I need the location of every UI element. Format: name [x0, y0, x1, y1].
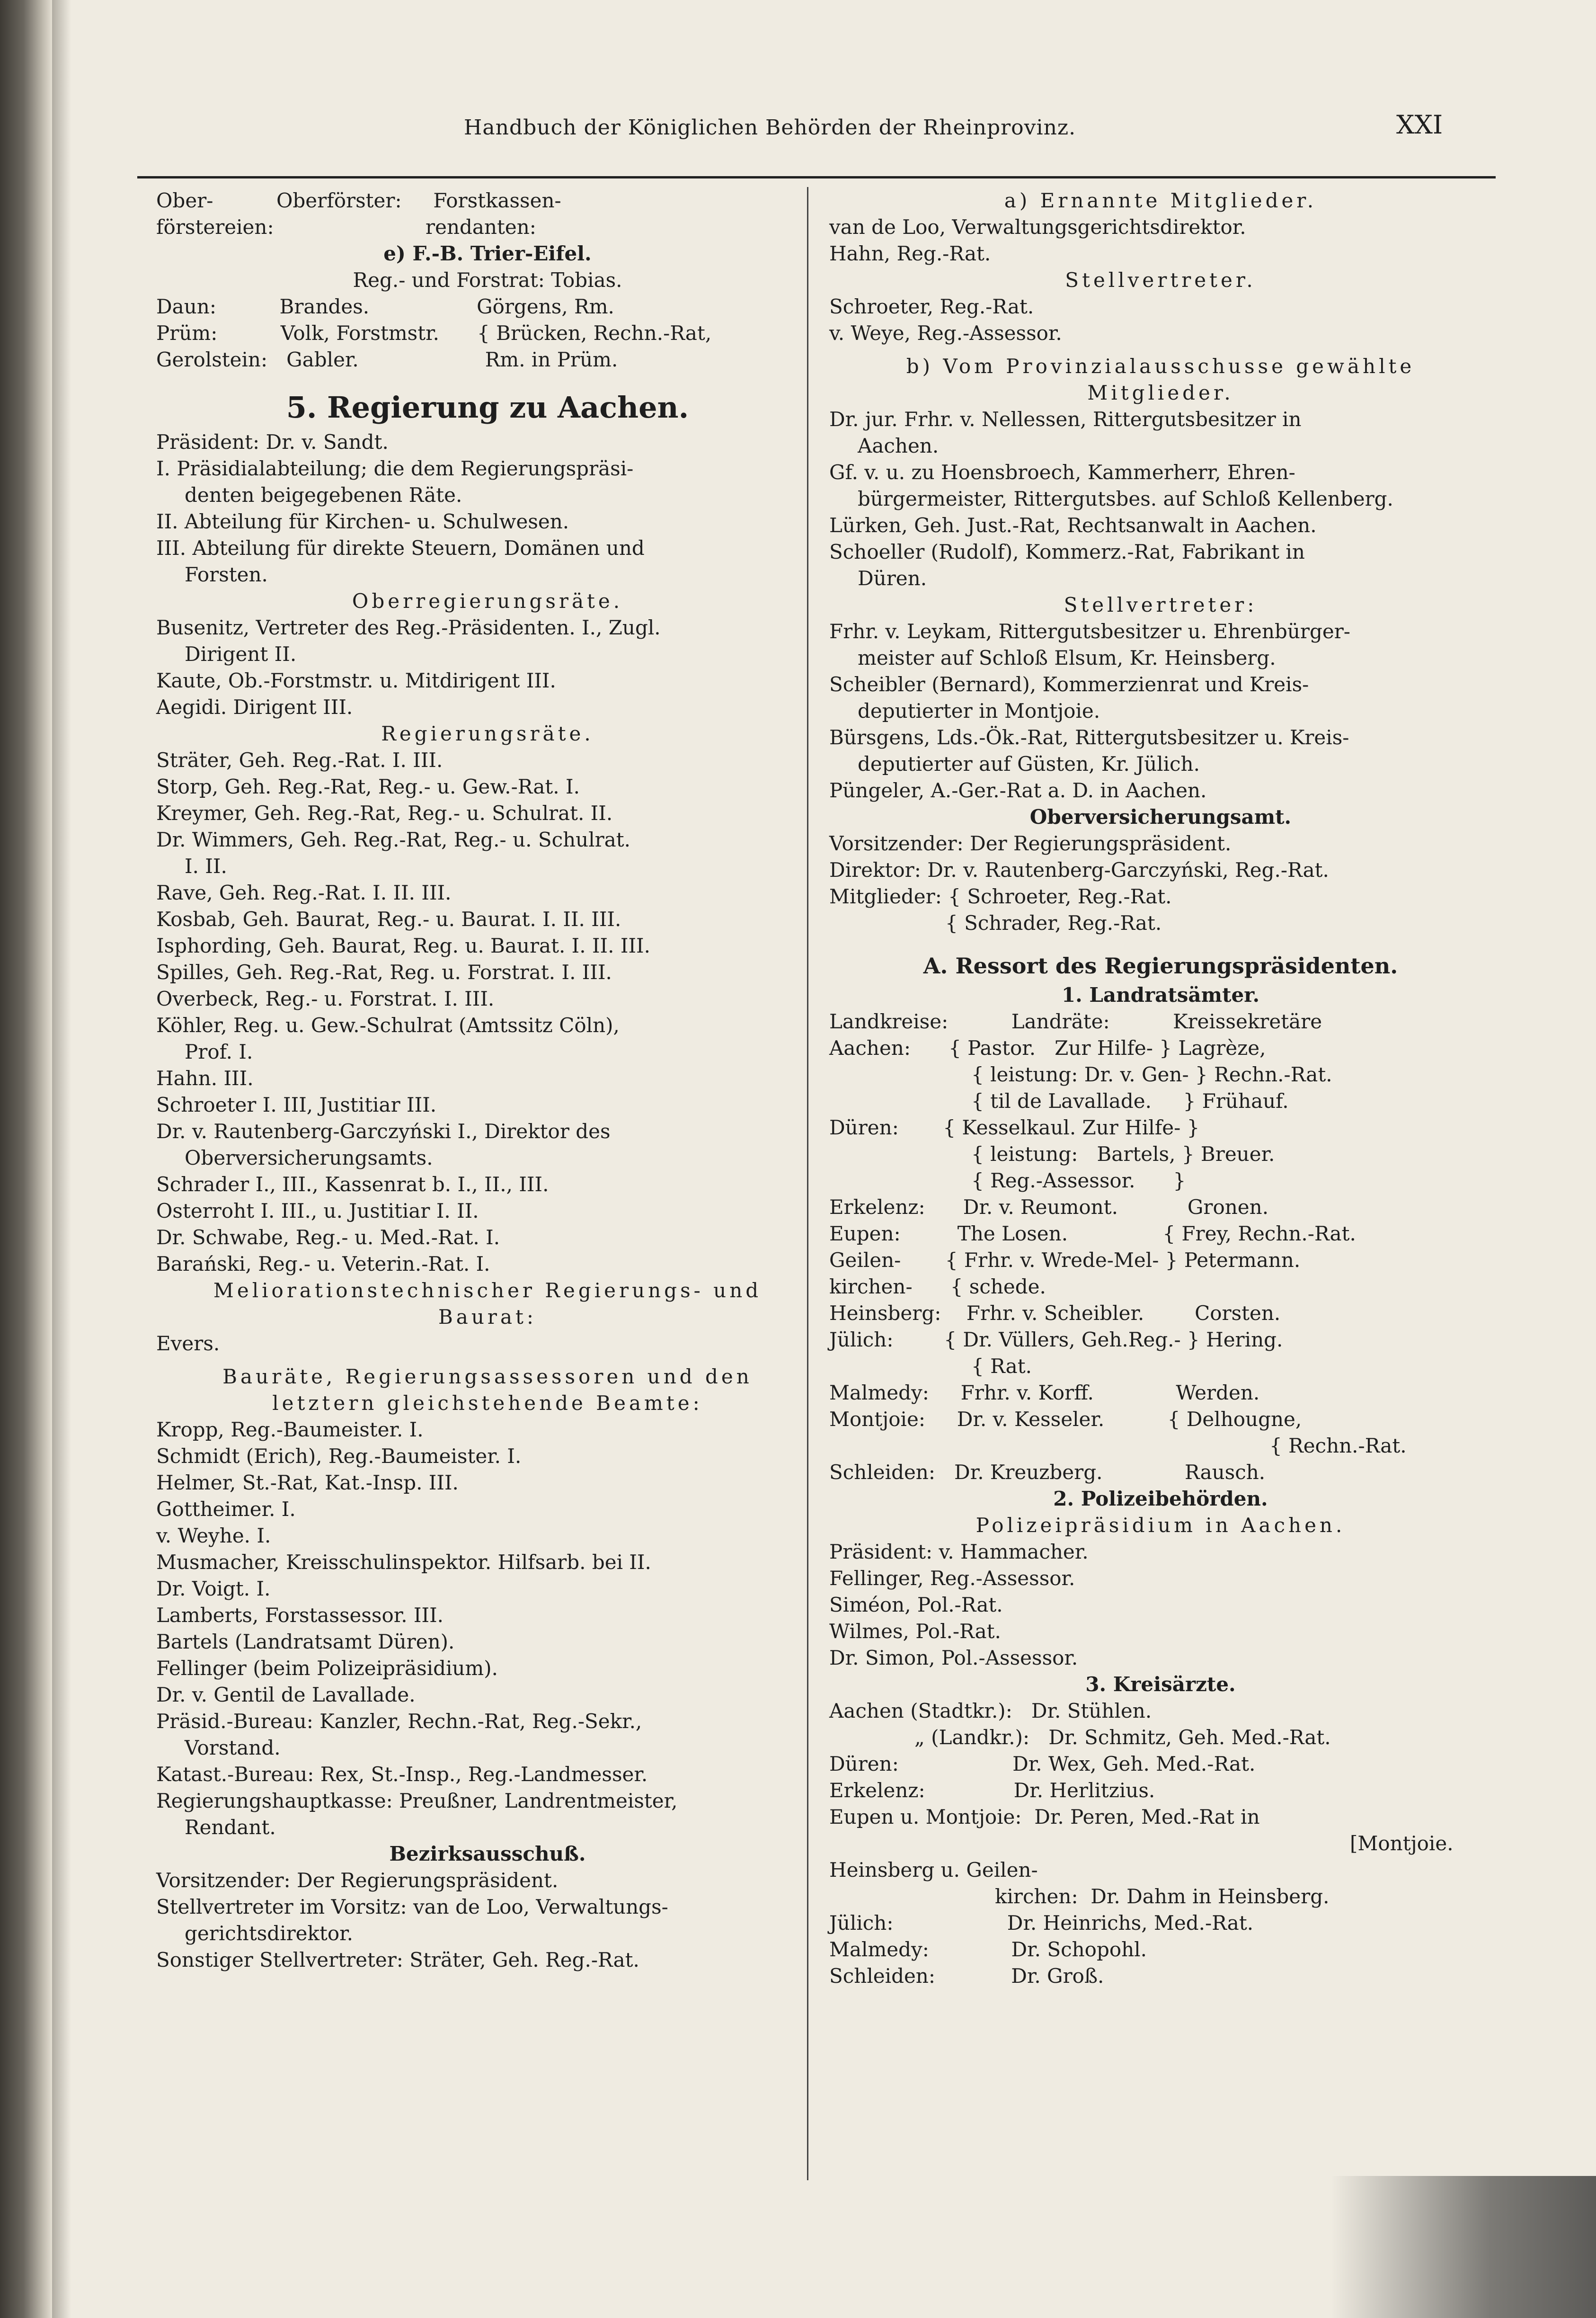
text-line: Schroeter I. III, Justitiar III. — [156, 1093, 437, 1116]
table-row: Düren: { Kesselkaul. Zur Hilfe- } — [829, 1116, 1200, 1139]
table-row: Heinsberg u. Geilen- — [829, 1858, 1038, 1881]
text-line: Sonstiger Stellvertreter: Sträter, Geh. Reg.-Rat. — [156, 1948, 639, 1971]
table-header-line: Landkreise: Landräte: Kreissekretäre — [829, 1010, 1322, 1033]
text-line: Oberversicherungsamts. — [185, 1146, 433, 1169]
text-line: v. Weye, Reg.-Assessor. — [829, 321, 1062, 345]
text-line: Vorstand. — [185, 1736, 281, 1759]
text-line: II. Abteilung für Kirchen- u. Schulwesen. — [156, 510, 569, 533]
binding-gutter — [52, 0, 71, 2318]
section-heading: Bezirksausschuß. — [389, 1842, 586, 1865]
section-heading: 2. Polizeibehörden. — [1053, 1487, 1268, 1510]
text-line: bürgermeister, Rittergutsbes. auf Schloß Kellenberg. — [858, 487, 1393, 510]
text-line: { Schrader, Reg.-Rat. — [945, 911, 1162, 935]
text-line: Rave, Geh. Reg.-Rat. I. II. III. — [156, 881, 452, 904]
text-line: Dr. Voigt. I. — [156, 1577, 271, 1600]
text-line: Gottheimer. I. — [156, 1498, 296, 1521]
subheading: Meliorationstechnischer Regierungs- und — [213, 1279, 762, 1302]
text-line: Mitglieder: { Schroeter, Reg.-Rat. — [829, 885, 1172, 908]
section-heading: Oberversicherungsamt. — [1029, 805, 1292, 829]
text-line: Rendant. — [185, 1816, 276, 1839]
table-row: Schleiden: Dr. Kreuzberg. Rausch. — [829, 1461, 1266, 1484]
text-line: Helmer, St.-Rat, Kat.-Insp. III. — [156, 1471, 459, 1494]
text-line: Schroeter, Reg.-Rat. — [829, 295, 1034, 318]
table-row: Gerolstein: Gabler. Rm. in Prüm. — [156, 348, 618, 371]
subheading: Oberregierungsräte. — [352, 589, 623, 613]
text-line: Lürken, Geh. Just.-Rat, Rechtsanwalt in Aachen. — [829, 514, 1317, 537]
text-line: denten beigegebenen Räte. — [185, 483, 462, 507]
text-line: deputierter in Montjoie. — [858, 699, 1100, 722]
table-row: Malmedy: Frhr. v. Korff. Werden. — [829, 1381, 1260, 1404]
text-line: Dr. v. Gentil de Lavallade. — [156, 1683, 416, 1706]
text-line: Schrader I., III., Kassenrat b. I., II., III. — [156, 1173, 549, 1196]
text-line: Siméon, Pol.-Rat. — [829, 1593, 1003, 1616]
subheading: letztern gleichstehende Beamte: — [272, 1391, 703, 1415]
text-line: Bartels (Landratsamt Düren). — [156, 1630, 455, 1653]
text-line: Dr. jur. Frhr. v. Nellessen, Rittergutsbesitzer in — [829, 408, 1302, 431]
section-heading: 3. Kreisärzte. — [1085, 1673, 1236, 1696]
table-row: Prüm: Volk, Forstmstr. { Brücken, Rechn.-Rat, — [156, 321, 712, 345]
text-line: Aachen. — [858, 434, 939, 457]
text-line: Overbeck, Reg.- u. Forstrat. I. III. — [156, 987, 495, 1010]
section-heading: e) F.-B. Trier-Eifel. — [383, 242, 592, 265]
page-number: XXI — [1396, 110, 1443, 140]
text-line: gerichtsdirektor. — [185, 1922, 353, 1945]
table-row: Heinsberg: Frhr. v. Scheibler. Corsten. — [829, 1302, 1281, 1325]
text-line: Storp, Geh. Reg.-Rat, Reg.- u. Gew.-Rat. I. — [156, 775, 580, 798]
text-line: Präsident: Dr. v. Sandt. — [156, 430, 389, 454]
text-line: Gf. v. u. zu Hoensbroech, Kammerherr, Ehren- — [829, 461, 1295, 484]
text-line: meister auf Schloß Elsum, Kr. Heinsberg. — [858, 646, 1276, 669]
table-row: Aachen: { Pastor. Zur Hilfe- } Lagrèze, — [829, 1036, 1266, 1060]
table-row: Malmedy: Dr. Schopohl. — [829, 1938, 1147, 1961]
right-column — [829, 187, 1492, 1989]
text-line: Dr. v. Rautenberg-Garczyński I., Direktor des — [156, 1120, 611, 1143]
table-row: Geilen- { Frhr. v. Wrede-Mel- } Petermann. — [829, 1248, 1301, 1272]
text-line: Lamberts, Forstassessor. III. — [156, 1604, 444, 1627]
text-line: Kosbab, Geh. Baurat, Reg.- u. Baurat. I. II. III. — [156, 908, 621, 931]
text-line: Dirigent II. — [185, 642, 297, 666]
table-row: Jülich: Dr. Heinrichs, Med.-Rat. — [829, 1911, 1254, 1935]
text-line: Kropp, Reg.-Baumeister. I. — [156, 1418, 424, 1441]
text-line: Vorsitzender: Der Regierungspräsident. — [156, 1869, 559, 1892]
text-line: Vorsitzender: Der Regierungspräsident. — [829, 832, 1232, 855]
table-header-line: förstereien: rendanten: — [156, 215, 536, 239]
subheading: Baurat: — [438, 1305, 537, 1328]
table-header-line: Ober- Oberförster: Forstkassen- — [156, 189, 561, 212]
text-line: Prof. I. — [185, 1040, 253, 1063]
text-line: Fellinger (beim Polizeipräsidium). — [156, 1657, 498, 1680]
text-line: Düren. — [858, 567, 927, 590]
table-row: { leistung: Bartels, } Breuer. — [971, 1142, 1275, 1166]
section-heading: 1. Landratsämter. — [1061, 983, 1260, 1007]
table-row: Jülich: { Dr. Vüllers, Geh.Reg.- } Hering. — [829, 1328, 1283, 1351]
text-line: Dr. Schwabe, Reg.- u. Med.-Rat. I. — [156, 1226, 500, 1249]
text-line: III. Abteilung für direkte Steuern, Domänen und — [156, 536, 645, 560]
text-line: Schmidt (Erich), Reg.-Baumeister. I. — [156, 1444, 522, 1468]
section-title: 5. Regierung zu Aachen. — [286, 390, 689, 425]
table-row: { Reg.-Assessor. } — [971, 1169, 1186, 1192]
text-line: Sträter, Geh. Reg.-Rat. I. III. — [156, 749, 443, 772]
running-header: Handbuch der Königlichen Behörden der Rheinprovinz. — [464, 116, 1076, 140]
subheading: Bauräte, Regierungsassessoren und den — [222, 1365, 753, 1388]
text-line: Präsident: v. Hammacher. — [829, 1540, 1089, 1563]
text-line: Stellvertreter im Vorsitz: van de Loo, Verwaltungs- — [156, 1895, 668, 1918]
table-row: Montjoie: Dr. v. Kesseler. { Delhougne, — [829, 1408, 1302, 1431]
text-line: Busenitz, Vertreter des Reg.-Präsidenten. I., Zugl. — [156, 616, 661, 639]
table-row: { Rechn.-Rat. — [1269, 1434, 1407, 1457]
text-line: deputierter auf Güsten, Kr. Jülich. — [858, 752, 1200, 776]
table-row: Schleiden: Dr. Groß. — [829, 1964, 1104, 1988]
subheading: Regierungsräte. — [381, 722, 594, 745]
subheading: Polizeipräsidium in Aachen. — [975, 1514, 1346, 1537]
text-line: v. Weyhe. I. — [156, 1524, 271, 1547]
text-line: Fellinger, Reg.-Assessor. — [829, 1567, 1075, 1590]
subheading: a) Ernannte Mitglieder. — [1004, 189, 1317, 212]
table-row: Eupen u. Montjoie: Dr. Peren, Med.-Rat in — [829, 1805, 1260, 1828]
text-line: Regierungshauptkasse: Preußner, Landrentmeister, — [156, 1789, 678, 1812]
subheading: b) Vom Provinzialausschusse gewählte — [906, 355, 1415, 378]
text-line: Aegidi. Dirigent III. — [156, 695, 353, 719]
table-row: { Rat. — [971, 1355, 1032, 1378]
text-line: Wilmes, Pol.-Rat. — [829, 1620, 1001, 1643]
table-row: kirchen: Dr. Dahm in Heinsberg. — [995, 1885, 1330, 1908]
text-line: Präsid.-Bureau: Kanzler, Rechn.-Rat, Reg.-Sekr., — [156, 1710, 642, 1733]
subheading: Stellvertreter: — [1064, 593, 1258, 616]
left-column — [156, 187, 819, 1973]
text-line: Hahn, Reg.-Rat. — [829, 242, 991, 265]
table-row: Erkelenz: Dr. v. Reumont. Gronen. — [829, 1195, 1269, 1219]
text-line: Musmacher, Kreisschulinspektor. Hilfsarb. bei II. — [156, 1551, 651, 1574]
table-row: { til de Lavallade. } Frühauf. — [971, 1089, 1289, 1113]
text-line: Osterroht I. III., u. Justitiar I. II. — [156, 1199, 479, 1222]
text-line: Kaute, Ob.-Forstmstr. u. Mitdirigent III. — [156, 669, 556, 692]
text-line: I. II. — [185, 855, 227, 878]
text-line: Evers. — [156, 1332, 220, 1355]
text-line: Katast.-Bureau: Rex, St.-Insp., Reg.-Landmesser. — [156, 1763, 648, 1786]
text-line: Dr. Wimmers, Geh. Reg.-Rat, Reg.- u. Schulrat. — [156, 828, 630, 851]
text-line: Kreymer, Geh. Reg.-Rat, Reg.- u. Schulrat. II. — [156, 802, 613, 825]
text-line: Reg.- und Forstrat: Tobias. — [353, 268, 622, 292]
text-line: Püngeler, A.-Ger.-Rat a. D. in Aachen. — [829, 779, 1207, 802]
text-line: Bürsgens, Lds.-Ök.-Rat, Rittergutsbesitzer u. Kreis- — [829, 726, 1349, 749]
table-row: „ (Landkr.): Dr. Schmitz, Geh. Med.-Rat. — [914, 1726, 1331, 1749]
text-line: Dr. Simon, Pol.-Assessor. — [829, 1646, 1078, 1669]
table-row: Daun: Brandes. Görgens, Rm. — [156, 295, 614, 318]
table-row: kirchen- { schede. — [829, 1275, 1046, 1298]
table-row: Aachen (Stadtkr.): Dr. Stühlen. — [829, 1699, 1152, 1722]
table-row: Düren: Dr. Wex, Geh. Med.-Rat. — [829, 1752, 1256, 1775]
text-line: Spilles, Geh. Reg.-Rat, Reg. u. Forstrat. I. III. — [156, 961, 612, 984]
text-line: Forsten. — [185, 563, 268, 586]
table-row: Eupen: The Losen. { Frey, Rechn.-Rat. — [829, 1222, 1356, 1245]
text-line: Direktor: Dr. v. Rautenberg-Garczyński, Reg.-Rat. — [829, 858, 1329, 882]
subheading: Mitglieder. — [1087, 381, 1234, 404]
table-row: { leistung: Dr. v. Gen- } Rechn.-Rat. — [971, 1063, 1332, 1086]
table-row: Erkelenz: Dr. Herlitzius. — [829, 1779, 1155, 1802]
text-line: Köhler, Reg. u. Gew.-Schulrat (Amtssitz Cöln), — [156, 1014, 620, 1037]
section-title: A. Ressort des Regierungspräsidenten. — [923, 953, 1398, 979]
header-rule — [137, 176, 1496, 178]
table-row: [Montjoie. — [1350, 1832, 1454, 1855]
text-line: Schoeller (Rudolf), Kommerz.-Rat, Fabrikant in — [829, 540, 1305, 563]
text-line: Scheibler (Bernard), Kommerzienrat und Kreis- — [829, 673, 1309, 696]
text-line: Barański, Reg.- u. Veterin.-Rat. I. — [156, 1252, 490, 1275]
subheading: Stellvertreter. — [1065, 268, 1256, 292]
text-line: Isphording, Geh. Baurat, Reg. u. Baurat. I. II. III. — [156, 934, 650, 957]
text-line: Hahn. III. — [156, 1067, 254, 1090]
text-line: I. Präsidialabteilung; die dem Regierungspräsi- — [156, 457, 634, 480]
text-line: van de Loo, Verwaltungsgerichtsdirektor. — [829, 215, 1246, 239]
text-line: Frhr. v. Leykam, Rittergutsbesitzer u. Ehrenbürger- — [829, 620, 1350, 643]
scan-edge-shadow — [1331, 2176, 1596, 2318]
book-binding-shadow — [0, 0, 52, 2318]
